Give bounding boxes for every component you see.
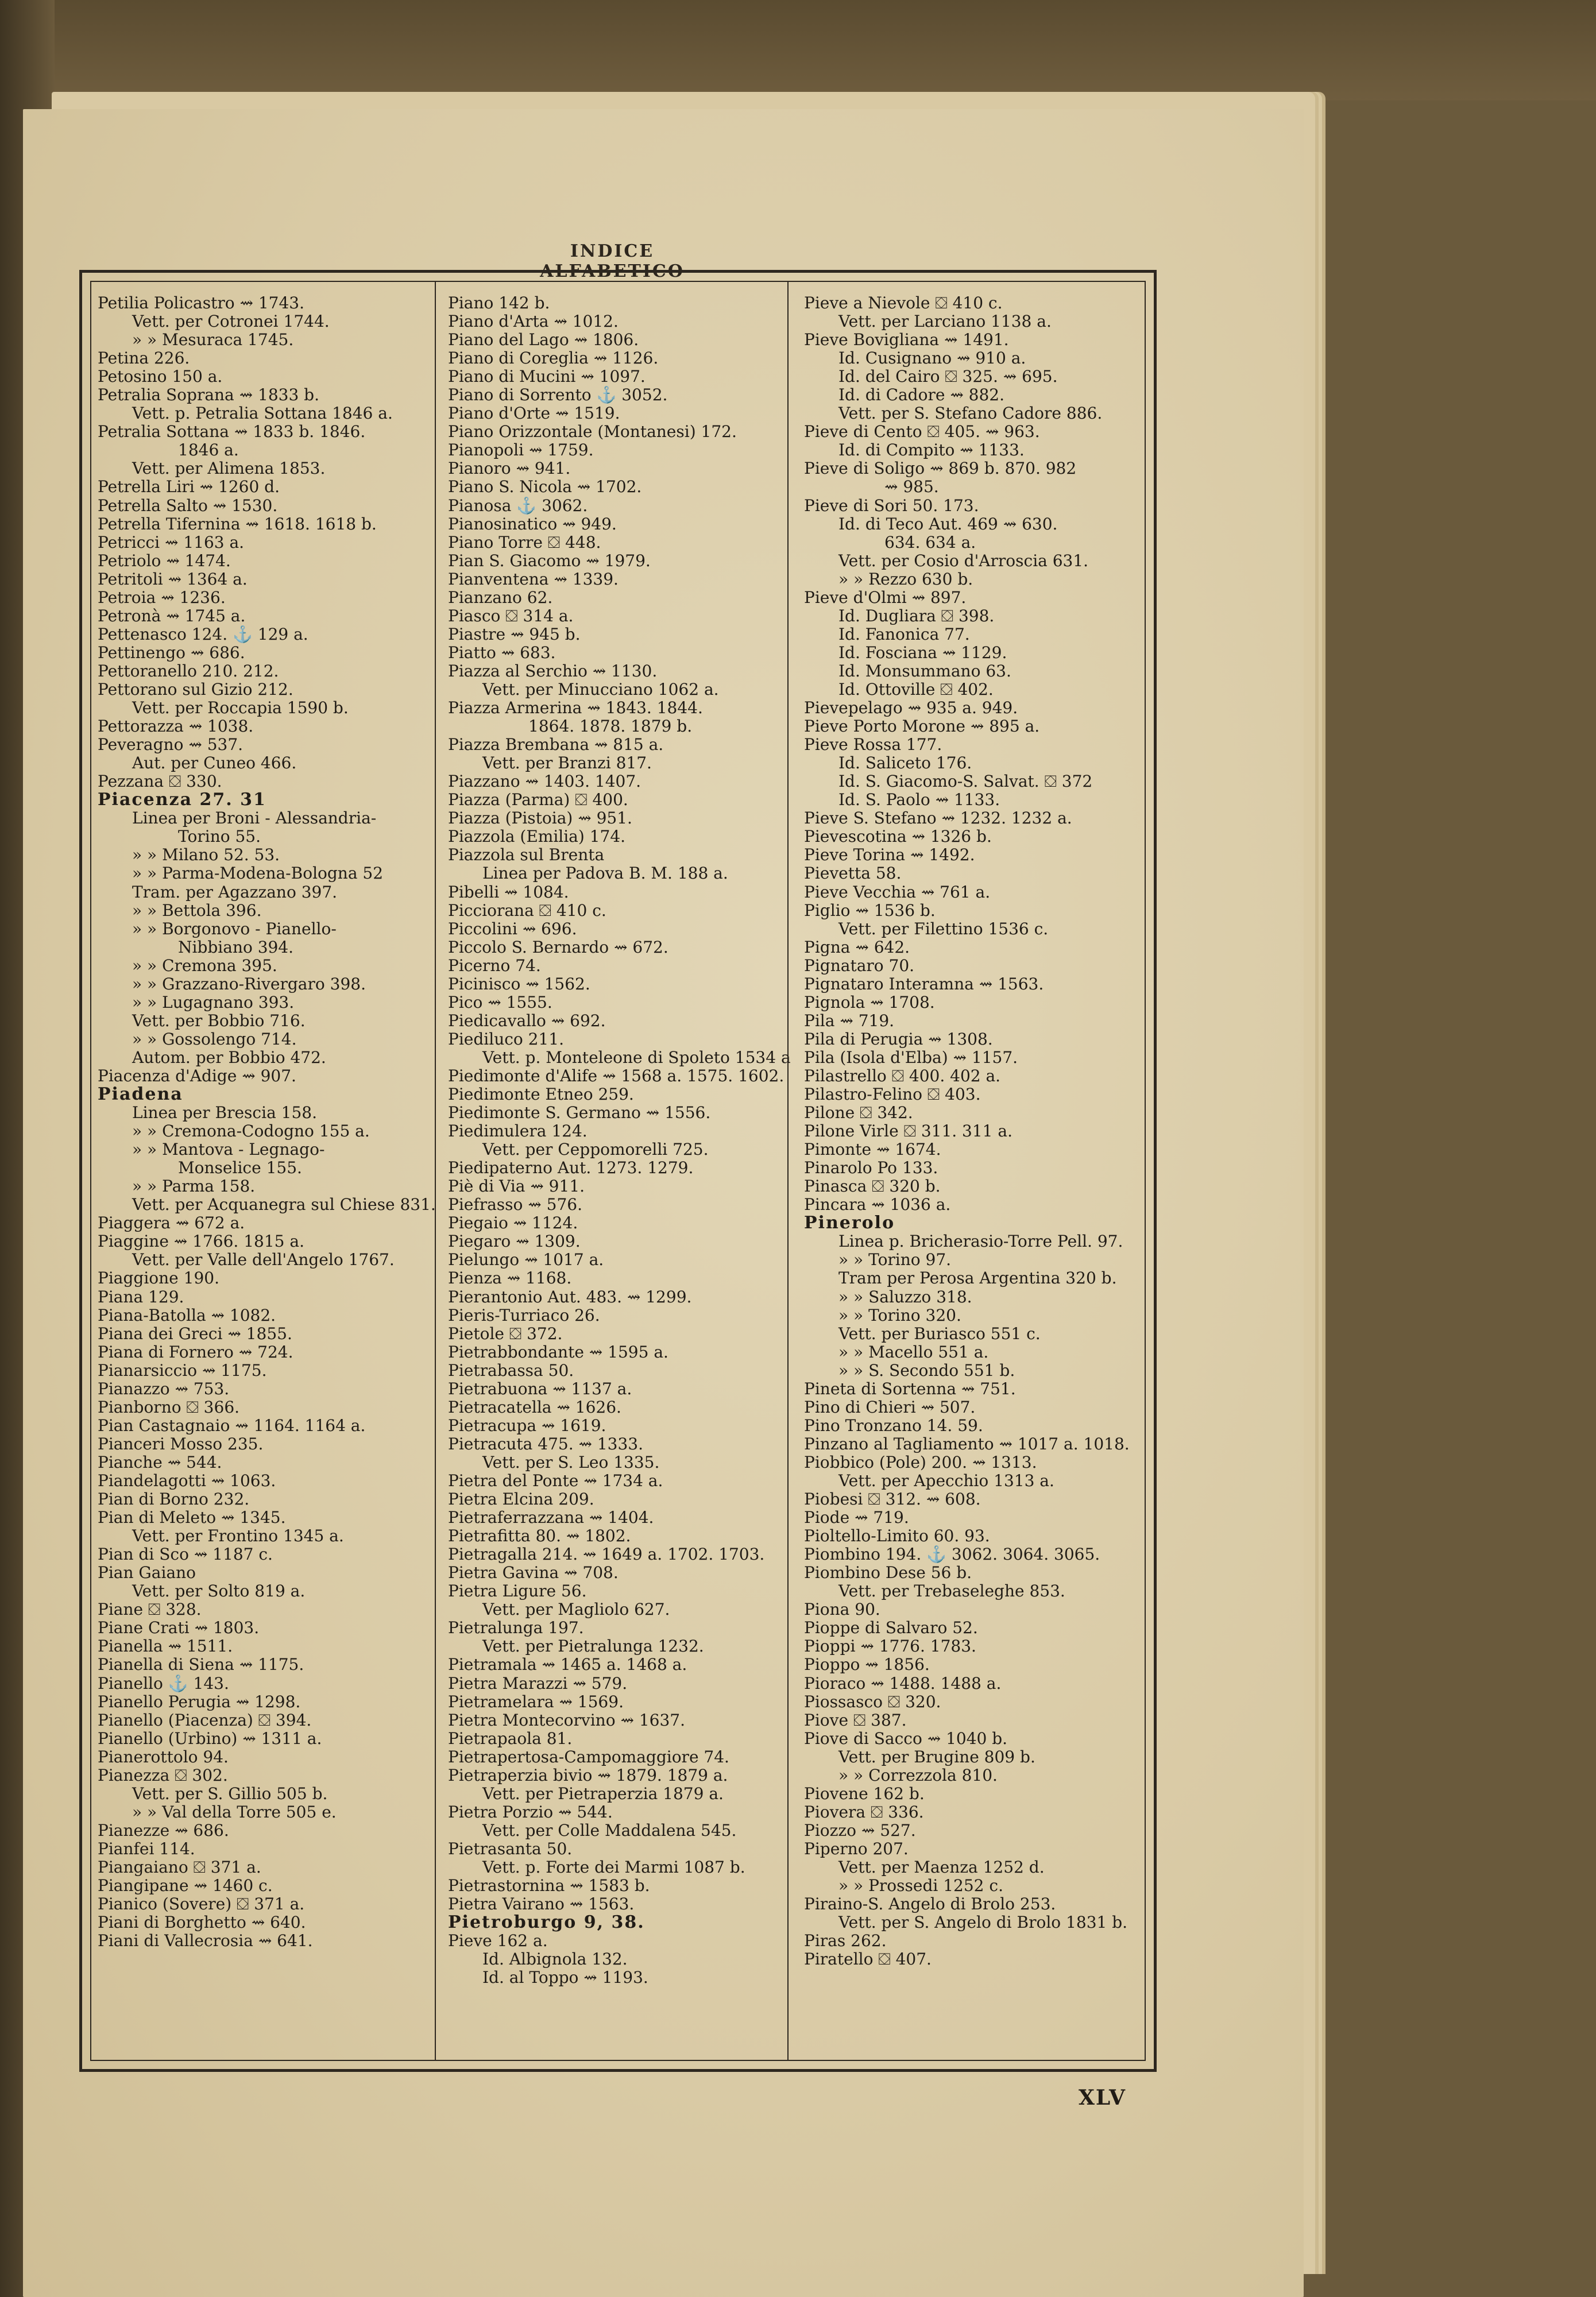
index-entry: » » Cremona-Codogno 155 a. (132, 1122, 370, 1141)
index-entry: Id. Albignola 132. (482, 1950, 628, 1969)
index-entry: Piangaiano ⛋ 371 a. (98, 1857, 261, 1877)
index-entry: Tram per Perosa Argentina 320 b. (838, 1269, 1117, 1288)
index-entry: Pettorano sul Gizio 212. (98, 679, 293, 699)
index-entry: Piano Orizzontale (Montanesi) 172. (448, 422, 737, 442)
index-entry: Piano d'Orte ⇝ 1519. (448, 404, 620, 423)
index-entry: Piccolini ⇝ 696. (448, 919, 577, 938)
index-entry: » » Mesuraca 1745. (132, 330, 294, 350)
index-entry: Id. di Teco Aut. 469 ⇝ 630. (838, 514, 1058, 533)
index-entry: Piaggine ⇝ 1766. 1815 a. (98, 1232, 304, 1251)
index-entry: Pino di Chieri ⇝ 507. (804, 1397, 976, 1417)
index-entry: Pienza ⇝ 1168. (448, 1269, 572, 1288)
index-entry: Pioppe di Salvaro 52. (804, 1618, 978, 1638)
index-entry: Piossasco ⛋ 320. (804, 1692, 941, 1711)
index-entry: Pignola ⇝ 1708. (804, 992, 935, 1012)
index-entry: Pian S. Giacomo ⇝ 1979. (448, 551, 651, 570)
page-number: XLV (1079, 2086, 1126, 2110)
index-entry: Piano S. Nicola ⇝ 1702. (448, 477, 642, 497)
index-entry: Pian di Meleto ⇝ 1345. (98, 1508, 286, 1528)
index-entry: Linea p. Bricherasio-Torre Pell. 97. (838, 1232, 1123, 1251)
index-entry: 1846 a. (178, 440, 239, 460)
index-entry: Peveragno ⇝ 537. (98, 735, 244, 755)
index-entry: » » Correzzola 810. (838, 1765, 998, 1785)
index-entry: Pimonte ⇝ 1674. (804, 1140, 941, 1159)
index-entry: Pinzano al Tagliamento ⇝ 1017 a. 1018. (804, 1434, 1130, 1453)
index-entry: » » Bettola 396. (132, 900, 262, 920)
index-entry: Pioppi ⇝ 1776. 1783. (804, 1637, 976, 1656)
index-entry: Vett. per Cotronei 1744. (132, 312, 330, 331)
index-entry: Pieve S. Stefano ⇝ 1232. 1232 a. (804, 809, 1072, 828)
index-entry: Pianosa ⚓ 3062. (448, 496, 588, 515)
index-entry: Piaggera ⇝ 672 a. (98, 1213, 245, 1233)
index-entry: Id. di Compito ⇝ 1133. (838, 440, 1025, 460)
index-entry: Pianezze ⇝ 686. (98, 1820, 229, 1840)
index-entry: Piode ⇝ 719. (804, 1508, 909, 1528)
index-entry: Pezzana ⛋ 330. (98, 772, 222, 791)
index-entry: Vett. p. Monteleone di Spoleto 1534 a (482, 1047, 791, 1067)
index-entry: Pietrasanta 50. (448, 1839, 573, 1858)
index-entry: Pilastrello ⛋ 400. 402 a. (804, 1066, 1001, 1085)
index-entry: Pianceri Mosso 235. (98, 1434, 264, 1453)
index-entry: Petritoli ⇝ 1364 a. (98, 569, 248, 589)
index-entry: Pianoro ⇝ 941. (448, 459, 571, 478)
index-entry: Pietramala ⇝ 1465 a. 1468 a. (448, 1655, 687, 1675)
index-entry: Id. Monsummano 63. (838, 661, 1011, 680)
index-entry: Piombino Dese 56 b. (804, 1563, 972, 1583)
index-entry: » » Saluzzo 318. (838, 1287, 972, 1306)
index-entry: Vett. per Bobbio 716. (132, 1011, 306, 1030)
index-entry: Piangipane ⇝ 1460 c. (98, 1876, 273, 1896)
index-entry: ⇝ 985. (884, 477, 939, 497)
index-entry: Vett. per S. Gillio 505 b. (132, 1784, 328, 1803)
index-entry: Pinasca ⛋ 320 b. (804, 1177, 941, 1196)
index-entry: Piano 142 b. (448, 293, 550, 312)
index-entry: Vett. per S. Stefano Cadore 886. (838, 404, 1103, 423)
index-entry: Pieve di Soligo ⇝ 869 b. 870. 982 (804, 459, 1077, 478)
index-entry: Pignataro 70. (804, 956, 915, 975)
index-entry: Piperno 207. (804, 1839, 909, 1858)
index-entry: Pianazzo ⇝ 753. (98, 1379, 230, 1398)
index-entry: Vett. per Frontino 1345 a. (132, 1526, 344, 1546)
index-entry: Petroia ⇝ 1236. (98, 587, 226, 607)
index-entry: » » Grazzano-Rivergaro 398. (132, 974, 366, 993)
index-entry: Piani di Vallecrosia ⇝ 641. (98, 1931, 313, 1951)
index-entry: Nibbiano 394. (178, 937, 294, 957)
index-entry: 1864. 1878. 1879 b. (528, 717, 693, 736)
index-entry: Piano di Coreglia ⇝ 1126. (448, 349, 659, 368)
index-entry: » » Gossolengo 714. (132, 1029, 297, 1049)
index-entry: Pino Tronzano 14. 59. (804, 1416, 983, 1435)
index-entry: Piatto ⇝ 683. (448, 643, 556, 662)
index-entry: Piras 262. (804, 1931, 887, 1951)
index-entry: Pignataro Interamna ⇝ 1563. (804, 974, 1044, 993)
index-entry: Pettorazza ⇝ 1038. (98, 717, 254, 736)
column-rule-2 (787, 281, 789, 2061)
index-entry: Vett. per S. Angelo di Brolo 1831 b. (838, 1913, 1128, 1932)
index-entry: Vett. per Apecchio 1313 a. (838, 1471, 1054, 1490)
index-entry: Piano di Sorrento ⚓ 3052. (448, 385, 668, 405)
index-entry: Pianello (Piacenza) ⛋ 394. (98, 1710, 312, 1730)
index-entry: Pianella ⇝ 1511. (98, 1637, 233, 1656)
index-entry: Pietra Vairano ⇝ 1563. (448, 1894, 635, 1914)
index-entry: Piani di Borghetto ⇝ 640. (98, 1913, 306, 1932)
index-entry: Pincara ⇝ 1036 a. (804, 1195, 951, 1215)
index-entry: Piano del Lago ⇝ 1806. (448, 330, 639, 350)
index-entry: Pico ⇝ 1555. (448, 992, 552, 1012)
index-entry: » » Parma-Modena-Bologna 52 (132, 864, 384, 883)
index-entry: Vett. per Pietralunga 1232. (482, 1637, 704, 1656)
running-header: INDICE ALFABETICO (540, 241, 685, 281)
index-entry: Pieve a Nievole ⛋ 410 c. (804, 293, 1003, 312)
index-entry: Pioraco ⇝ 1488. 1488 a. (804, 1673, 1002, 1693)
index-entry: Petosino 150 a. (98, 367, 223, 386)
index-entry: Pietroburgo 9, 38. (448, 1912, 645, 1933)
index-entry: Pian di Sco ⇝ 1187 c. (98, 1545, 273, 1564)
index-entry: Pianerottolo 94. (98, 1747, 229, 1766)
index-entry: » » Milano 52. 53. (132, 845, 280, 865)
index-entry: Piandelagotti ⇝ 1063. (98, 1471, 276, 1490)
index-entry: Pianche ⇝ 544. (98, 1452, 222, 1472)
index-entry: Pian di Borno 232. (98, 1490, 250, 1509)
index-entry: Vett. per Filettino 1536 c. (838, 919, 1049, 938)
index-entry: Pioltello-Limito 60. 93. (804, 1526, 990, 1546)
index-entry: Pila (Isola d'Elba) ⇝ 1157. (804, 1047, 1018, 1067)
index-entry: Pieve Bovigliana ⇝ 1491. (804, 330, 1009, 350)
index-entry: Pettinengo ⇝ 686. (98, 643, 245, 662)
index-entry: Pietrabuona ⇝ 1137 a. (448, 1379, 632, 1398)
index-entry: Vett. per Magliolo 627. (482, 1600, 670, 1619)
index-entry: Piazza (Parma) ⛋ 400. (448, 790, 628, 810)
index-entry: Vett. per Pietraperzia 1879 a. (482, 1784, 724, 1803)
index-entry: Id. S. Paolo ⇝ 1133. (838, 790, 1000, 810)
index-entry: Vett. per Minucciano 1062 a. (482, 679, 719, 699)
index-entry: Piana-Batolla ⇝ 1082. (98, 1305, 276, 1325)
index-entry: Aut. per Cuneo 466. (132, 753, 297, 773)
index-entry: Pioppo ⇝ 1856. (804, 1655, 930, 1675)
index-entry: Vett. per Valle dell'Angelo 1767. (132, 1250, 395, 1270)
index-entry: Pieve d'Olmi ⇝ 897. (804, 587, 967, 607)
index-entry: Piazzola sul Brenta (448, 845, 605, 865)
index-entry: Piacenza 27. 31 (98, 790, 266, 810)
index-entry: Vett. per Solto 819 a. (132, 1581, 306, 1601)
index-entry: Pian Gaiano (98, 1563, 196, 1583)
index-column-2 (448, 293, 791, 1987)
index-entry: Autom. per Bobbio 472. (132, 1047, 326, 1067)
index-entry: Pieve Rossa 177. (804, 735, 942, 755)
index-entry: Pianello (Urbino) ⇝ 1311 a. (98, 1728, 322, 1748)
index-entry: Piano Torre ⛋ 448. (448, 532, 601, 552)
index-entry: Piglio ⇝ 1536 b. (804, 900, 936, 920)
index-entry: Pietragalla 214. ⇝ 1649 a. 1702. 1703. (448, 1545, 765, 1564)
index-entry: » » Torino 320. (838, 1305, 961, 1325)
index-entry: Pianosinatico ⇝ 949. (448, 514, 617, 533)
index-entry: Piazza Armerina ⇝ 1843. 1844. (448, 698, 703, 718)
index-column-1 (98, 293, 436, 1951)
index-entry: Pietrabassa 50. (448, 1360, 574, 1380)
index-entry: » » Rezzo 630 b. (838, 569, 973, 589)
index-entry: » » Lugagnano 393. (132, 992, 295, 1012)
index-entry: Picinisco ⇝ 1562. (448, 974, 590, 993)
index-entry: Piastre ⇝ 945 b. (448, 624, 581, 644)
index-entry: Piasco ⛋ 314 a. (448, 606, 574, 625)
index-entry: Petina 226. (98, 349, 190, 368)
index-entry: Piegaio ⇝ 1124. (448, 1213, 578, 1233)
index-entry: Piona 90. (804, 1600, 880, 1619)
index-entry: Pietrafitta 80. ⇝ 1802. (448, 1526, 631, 1546)
index-entry: Piano di Mucini ⇝ 1097. (448, 367, 646, 386)
index-entry: Pibelli ⇝ 1084. (448, 882, 569, 902)
index-entry: Id. al Toppo ⇝ 1193. (482, 1968, 648, 1987)
index-entry: Pilastro-Felino ⛋ 403. (804, 1085, 981, 1104)
index-entry: Piccolo S. Bernardo ⇝ 672. (448, 937, 668, 957)
index-entry: Piano d'Arta ⇝ 1012. (448, 312, 619, 331)
index-entry: Pianezza ⛋ 302. (98, 1765, 228, 1785)
index-entry: Piane Crati ⇝ 1803. (98, 1618, 260, 1638)
index-entry: Linea per Padova B. M. 188 a. (482, 864, 728, 883)
index-entry: Pietrapaola 81. (448, 1728, 573, 1748)
index-entry: Pieve Vecchia ⇝ 761 a. (804, 882, 991, 902)
index-entry: Id. Fosciana ⇝ 1129. (838, 643, 1007, 662)
index-entry: Piombino 194. ⚓ 3062. 3064. 3065. (804, 1545, 1100, 1564)
index-entry: Pievetta 58. (804, 864, 902, 883)
index-entry: Pianzano 62. (448, 587, 553, 607)
index-entry: Vett. per Acquanegra sul Chiese 831. (132, 1195, 436, 1215)
index-entry: Petrella Liri ⇝ 1260 d. (98, 477, 280, 497)
scan-background-top (0, 0, 1596, 100)
index-entry: Vett. per Branzi 817. (482, 753, 652, 773)
index-entry: » » Borgonovo - Pianello- (132, 919, 337, 938)
index-entry: Piane ⛋ 328. (98, 1600, 202, 1619)
index-entry: Picciorana ⛋ 410 c. (448, 900, 606, 920)
index-entry: Pietra del Ponte ⇝ 1734 a. (448, 1471, 663, 1490)
index-entry: Pianella di Siena ⇝ 1175. (98, 1655, 304, 1675)
index-entry: Piovera ⛋ 336. (804, 1802, 924, 1822)
index-entry: Tram. per Agazzano 397. (132, 882, 338, 902)
index-column-3 (804, 294, 1137, 1969)
index-entry: Pietra Ligure 56. (448, 1581, 587, 1601)
index-entry: Piegaro ⇝ 1309. (448, 1232, 581, 1251)
index-entry: Vett. per Ceppomorelli 725. (482, 1140, 709, 1159)
index-entry: Pietrastornina ⇝ 1583 b. (448, 1876, 650, 1896)
index-entry: Pettoranello 210. 212. (98, 661, 279, 680)
index-entry: Id. Fanonica 77. (838, 624, 970, 644)
index-entry: Piazzola (Emilia) 174. (448, 827, 626, 846)
index-entry: Pievepelago ⇝ 935 a. 949. (804, 698, 1018, 718)
index-entry: Pettenasco 124. ⚓ 129 a. (98, 624, 308, 644)
index-entry: Pigna ⇝ 642. (804, 937, 910, 957)
index-entry: Pietra Gavina ⇝ 708. (448, 1563, 619, 1583)
index-entry: Vett. per Colle Maddalena 545. (482, 1820, 737, 1840)
index-entry: Pietra Porzio ⇝ 544. (448, 1802, 613, 1822)
index-entry: Pila ⇝ 719. (804, 1011, 895, 1030)
index-entry: Linea per Brescia 158. (132, 1103, 317, 1123)
index-entry: Piedicavallo ⇝ 692. (448, 1011, 606, 1030)
index-entry: Pilone ⛋ 342. (804, 1103, 913, 1123)
index-entry: Piedimonte S. Germano ⇝ 1556. (448, 1103, 711, 1123)
index-entry: Pianfei 114. (98, 1839, 195, 1858)
index-entry: » » Mantova - Legnago- (132, 1140, 325, 1159)
index-entry: Pietra Marazzi ⇝ 579. (448, 1673, 628, 1693)
index-entry: Piadena (98, 1084, 183, 1105)
index-entry: Piazza Brembana ⇝ 815 a. (448, 735, 664, 755)
index-entry: Pianventena ⇝ 1339. (448, 569, 619, 589)
index-entry: Vett. per Cosio d'Arroscia 631. (838, 551, 1089, 570)
index-entry: Pian Castagnaio ⇝ 1164. 1164 a. (98, 1416, 366, 1435)
index-entry: Piobbico (Pole) 200. ⇝ 1313. (804, 1452, 1037, 1472)
index-entry: Pieve di Sori 50. 173. (804, 496, 979, 515)
index-entry: Vett. per Brugine 809 b. (838, 1747, 1035, 1766)
index-entry: Piazzano ⇝ 1403. 1407. (448, 772, 642, 791)
index-entry: Pietracuta 475. ⇝ 1333. (448, 1434, 644, 1453)
index-entry: Pieve Porto Morone ⇝ 895 a. (804, 717, 1040, 736)
index-entry: Vett. per Trebaseleghe 853. (838, 1581, 1065, 1601)
index-entry: Piove di Sacco ⇝ 1040 b. (804, 1728, 1008, 1748)
index-entry: Pietrapertosa-Campomaggiore 74. (448, 1747, 729, 1766)
index-entry: Pietra Elcina 209. (448, 1490, 594, 1509)
index-entry: Pieris-Turriaco 26. (448, 1305, 600, 1325)
index-entry: Vett. p. Petralia Sottana 1846 a. (132, 404, 393, 423)
index-entry: Pietracupa ⇝ 1619. (448, 1416, 606, 1435)
index-entry: Vett. p. Forte dei Marmi 1087 b. (482, 1857, 745, 1877)
index-entry: Piefrasso ⇝ 576. (448, 1195, 583, 1215)
index-entry: » » Torino 97. (838, 1250, 952, 1270)
index-entry: Vett. per Buriasco 551 c. (838, 1324, 1041, 1343)
index-entry: Petilia Policastro ⇝ 1743. (98, 293, 304, 312)
index-entry: Piratello ⛋ 407. (804, 1950, 932, 1969)
index-entry: Piazza (Pistoia) ⇝ 951. (448, 809, 632, 828)
index-entry: Piaggione 190. (98, 1269, 219, 1288)
index-entry: Pietrabbondante ⇝ 1595 a. (448, 1342, 668, 1362)
index-entry: Petricci ⇝ 1163 a. (98, 532, 245, 552)
index-entry: Pietole ⛋ 372. (448, 1324, 563, 1343)
index-entry: Piana 129. (98, 1287, 184, 1306)
index-entry: » » Macello 551 a. (838, 1342, 989, 1362)
index-entry: Vett. per Larciano 1138 a. (838, 312, 1052, 331)
index-entry: Id. Ottoville ⛋ 402. (838, 679, 994, 699)
index-entry: Monselice 155. (178, 1158, 302, 1178)
index-entry: Petrella Salto ⇝ 1530. (98, 496, 278, 515)
index-entry: Pianello ⚓ 143. (98, 1673, 229, 1693)
index-entry: Pielungo ⇝ 1017 a. (448, 1250, 604, 1270)
index-entry: Piraino-S. Angelo di Brolo 253. (804, 1894, 1056, 1914)
index-entry: Id. Cusignano ⇝ 910 a. (838, 349, 1026, 368)
index-entry: Piedimulera 124. (448, 1122, 588, 1141)
index-entry: Petralia Sottana ⇝ 1833 b. 1846. (98, 422, 366, 442)
index-entry: » » Val della Torre 505 e. (132, 1802, 337, 1822)
index-entry: Piovene 162 b. (804, 1784, 925, 1803)
index-entry: Vett. per Alimena 1853. (132, 459, 326, 478)
index-entry: 634. 634 a. (884, 532, 976, 552)
index-entry: Piana dei Greci ⇝ 1855. (98, 1324, 292, 1343)
index-entry: Piedimonte Etneo 259. (448, 1085, 634, 1104)
index-entry: Pilone Virle ⛋ 311. 311 a. (804, 1122, 1013, 1141)
index-entry: » » Prossedi 1252 c. (838, 1876, 1003, 1896)
index-entry: Pianopoli ⇝ 1759. (448, 440, 594, 460)
index-entry: Pieve Torina ⇝ 1492. (804, 845, 975, 865)
index-entry: Piana di Fornero ⇝ 724. (98, 1342, 293, 1362)
index-entry: Pietralunga 197. (448, 1618, 584, 1638)
index-entry: Piacenza d'Adige ⇝ 907. (98, 1066, 296, 1085)
index-entry: Pinarolo Po 133. (804, 1158, 938, 1178)
index-entry: Linea per Broni - Alessandria- (132, 809, 377, 828)
index-entry: » » S. Secondo 551 b. (838, 1360, 1015, 1380)
index-entry: » » Parma 158. (132, 1177, 256, 1196)
index-entry: Pianico (Sovere) ⛋ 371 a. (98, 1894, 305, 1914)
column-rule-1 (435, 281, 436, 2061)
index-entry: Petronà ⇝ 1745 a. (98, 606, 246, 625)
index-entry: Piozzo ⇝ 527. (804, 1820, 916, 1840)
index-entry: Piediluco 211. (448, 1029, 565, 1049)
index-entry: Pietraperzia bivio ⇝ 1879. 1879 a. (448, 1765, 728, 1785)
index-entry: Pietramelara ⇝ 1569. (448, 1692, 624, 1711)
index-entry: Pinerolo (804, 1213, 895, 1233)
index-entry: Id. S. Giacomo-S. Salvat. ⛋ 372 (838, 772, 1093, 791)
index-entry: Pila di Perugia ⇝ 1308. (804, 1029, 993, 1049)
index-entry: Pietracatella ⇝ 1626. (448, 1397, 621, 1417)
index-entry: Id. di Cadore ⇝ 882. (838, 385, 1005, 405)
index-entry: Vett. per Maenza 1252 d. (838, 1857, 1045, 1877)
index-entry: Petrella Tifernina ⇝ 1618. 1618 b. (98, 514, 377, 533)
index-entry: Pievescotina ⇝ 1326 b. (804, 827, 992, 846)
index-entry: Pietra Montecorvino ⇝ 1637. (448, 1710, 685, 1730)
index-entry: Piedipaterno Aut. 1273. 1279. (448, 1158, 694, 1178)
index-entry: Pieve 162 a. (448, 1931, 548, 1951)
index-entry: » » Cremona 395. (132, 956, 277, 975)
index-entry: Piè di Via ⇝ 911. (448, 1177, 585, 1196)
index-entry: Piobesi ⛋ 312. ⇝ 608. (804, 1490, 981, 1509)
index-entry: Pianello Perugia ⇝ 1298. (98, 1692, 301, 1711)
index-entry: Vett. per Roccapia 1590 b. (132, 698, 349, 718)
index-entry: Pierantonio Aut. 483. ⇝ 1299. (448, 1287, 692, 1306)
index-entry: Pianborno ⛋ 366. (98, 1397, 240, 1417)
index-entry: Id. del Cairo ⛋ 325. ⇝ 695. (838, 367, 1058, 386)
index-entry: Pieve di Cento ⛋ 405. ⇝ 963. (804, 422, 1040, 442)
index-entry: Piove ⛋ 387. (804, 1710, 907, 1730)
index-entry: Pineta di Sortenna ⇝ 751. (804, 1379, 1016, 1398)
index-entry: Torino 55. (178, 827, 261, 846)
index-entry: Picerno 74. (448, 956, 541, 975)
index-entry: Pietraferrazzana ⇝ 1404. (448, 1508, 654, 1528)
index-entry: Piazza al Serchio ⇝ 1130. (448, 661, 658, 680)
index-entry: Id. Saliceto 176. (838, 753, 972, 773)
index-entry: Petriolo ⇝ 1474. (98, 551, 231, 570)
index-entry: Petralia Soprana ⇝ 1833 b. (98, 385, 319, 405)
index-entry: Piedimonte d'Alife ⇝ 1568 a. 1575. 1602. (448, 1066, 785, 1085)
index-entry: Vett. per S. Leo 1335. (482, 1452, 660, 1472)
index-entry: Pianarsiccio ⇝ 1175. (98, 1360, 267, 1380)
index-entry: Id. Dugliara ⛋ 398. (838, 606, 995, 625)
